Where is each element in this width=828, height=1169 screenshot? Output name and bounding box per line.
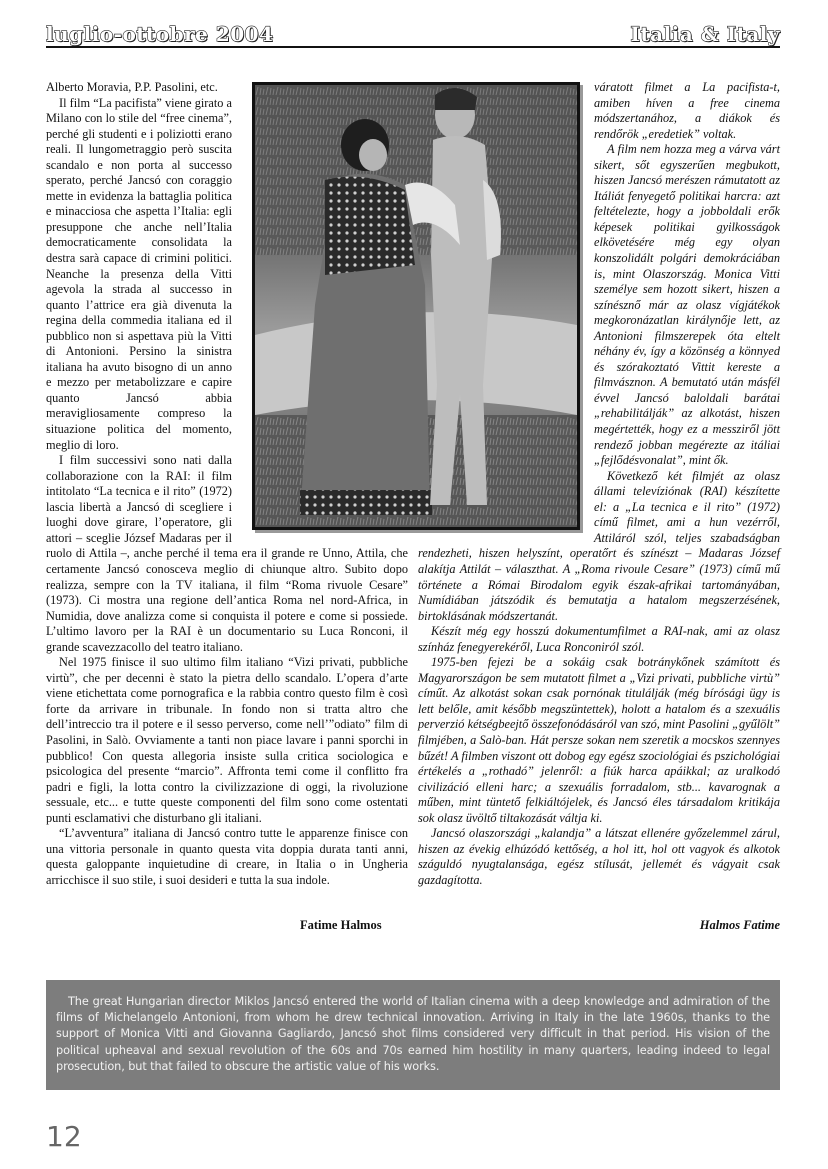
- hungarian-article-column: [418, 80, 780, 888]
- page-number: 12: [46, 1120, 82, 1153]
- italian-paragraph: Nel 1975 finisce il suo ultimo film italiano “Vizi privati, pubbliche virtù”, che per decenni è stato la pietra dello scandalo. L’opera d’arte viene etichettata come pornografica e la rabbia contro questo film è così forte da arrivare in tribunale. In fondo non si tratta altro che dell’intreccio tra il potere e il sesso perverso, come nell’”odiato” film di Pasolini, in Salò. Ovviamente a tanti non piace lavare i panni sporchi in pubblico! Con questa allegoria insiste sulla critica sociologica e psicologica del presente “marcio”. Affronta temi come il conflitto fra padri e figli, la lotta contro la civilizzazione di oggi, la rivoluzione sessuale, etc... e tutte queste componenti del film sono come ostentati punti esclamativi che disturbano gli italiani.: [46, 655, 408, 825]
- photo-wrap-spacer: [238, 80, 408, 546]
- header-publication-title: Italia & Italy: [630, 22, 780, 46]
- english-summary-text: The great Hungarian director Miklos Jancsó entered the world of Italian cinema with a deep knowledge and admiration of the films of Michelangelo Antonioni, from whom he drew technical innovation. Arriving in Italy in the late 1960s, thanks to the support of Monica Vitti and Giovanna Gagliardo, Jancsó shot films considered very difficult in that period. His vision of the political upheaval and sexual revolution of the 60s and 70s earned him hostility in many quarters, leading indeed to legal prosecution, but that failed to obscure the artistic value of his works.: [56, 995, 770, 1073]
- hungarian-paragraph: Következő két filmjét az olasz állami televíziónak (RAI) készítette el: a „La tecnica e il rito” (1972) című filmet, ami a hun vezérről, Attiláról szól, teljes szabadságban rendezheti, hiszen helyszínt, operatőrt és színészt – Madaras József alakítja Attilát – választhat. A „Roma rivoule Cesare” (1973) című mű története a Római Birodalom egyik észak-afrikai tartományában, Numídiában játszódik és bemutatja a hatalom megszerzésének, birtoklásának módszertanát.: [418, 468, 780, 623]
- hungarian-paragraph: Jancsó olaszországi „kalandja” a látszat ellenére győzelemmel zárul, hiszen az évekig elhúzódó kettőség, a hol itt, hol ott vagyok és alkotok száguldó nyugtalansága, egész stílusát, jellemét és vágyait csak gazdagította.: [418, 826, 780, 887]
- italian-paragraph: Alberto Moravia, P.P. Pasolini, etc.: [46, 80, 218, 94]
- hungarian-paragraph: Készít még egy hosszú dokumentumfilmet a RAI-nak, ami az olasz színház fenegyerekéről, Luca Ronconiról szól.: [418, 624, 780, 654]
- english-summary-box: [46, 980, 780, 1090]
- italian-article-column: [46, 80, 408, 888]
- italian-author-signature: Fatime Halmos: [300, 918, 382, 932]
- hungarian-paragraph: váratott filmet a La pacifista-t, amiben híven a free cinema módszertanához, a diákok és rendőrök „eredetiek” voltak.: [594, 80, 780, 141]
- photo-wrap-spacer: [418, 80, 588, 546]
- hungarian-paragraph: A film nem hozza meg a várva várt sikert, sőt egyszerűen megbukott, hiszen Jancsó merészen rámutatott az Itáliát fenyegető politikai harcra: azt feltételezte, hogy a jobboldali erők képesek politikai gyilkosságok elkövetésére még egy olyan konszolidált polgári demokráciában is, mint Olaszország. Monica Vitti személye sem hozott sikert, hiszen a színésznő már az olasz vígjátékok megkoronázatlan királynője lett, az Antonioni filmszerepek óta eltelt néhány év, így a közönség a könnyed és szórakoztató Vittit kereste a filmvásznon. A bemutató után másfél évvel Jancsó baloldali barátai „rehabilitálják” az alkotást, hiszen megértették, hogy ez a messziről jött rendező jobban megérezte az itáliai „fejlődésvonalat”, mint ők.: [594, 142, 780, 468]
- header-issue-date: luglio-ottobre 2004: [46, 22, 274, 46]
- italian-paragraph: Il film “La pacifista” viene girato a Milano con lo stile del “free cinema”, perché gli studenti e i poliziotti erano reali. Il lungometraggio però suscita scandalo e non porta al successo sperato, perché Jancsó con coraggio mette in evidenza la battaglia politica e minacciosa che aspetta l’Italia: egli presuppone che anche nell’Italia democraticamente consolidata la destra sarà capace di crimini politici. Neanche la presenza della Vitti agevola la strada al successo in quanto l’attrice era già divenuta la regina della commedia italiana ed il pubblico non si aspettava più la Vitti di Antonioni. Persino la sinistra italiana ha avuto bisogno di un anno e mezzo per metabolizzare e capire quanto Jancsó abbia meravigliosamente compreso la situazione politica del momento, meglio di loro.: [46, 95, 232, 452]
- italian-paragraph: I film successivi sono nati dalla collaborazione con la RAI: il film intitolato “La tecnica e il rito” (1972) lascia libertà a Jancsó di scegliere i luoghi dove girare, l’operatore, gli attori – sceglie József Madaras per il ruolo di Attila –, anche perché il tema era il grande re Unno, Attila, che certamente Jancsó conosceva meglio di chiunque altro. Subito dopo realizza, sempre con la TV italiana, il film “Roma rivuole Cesare” (1973). Ci mostra una regione dell’antica Roma nel nord-Africa, in Numidia, dove analizza come si conquista il potere e come si possiede. L’ultimo lavoro per la RAI è un documentario su Luca Ronconi, il grande scavezzacollo del teatro italiano.: [46, 453, 408, 654]
- hungarian-author-signature: Halmos Fatime: [699, 918, 780, 932]
- italian-paragraph: “L’avventura” italiana di Jancsó contro tutte le apparenze finisce con una vittoria personale in quanto questa vita doppia durata tanti anni, questa galoppante inquietudine di creare, in Italia o in Ungheria arricchisce il suo stile, i suoi desideri e tutta la sua indole.: [46, 826, 408, 887]
- hungarian-paragraph: 1975-ben fejezi be a sokáig csak botránykőnek számított és Magyarországon be sem mutatott filmet a „Vizi privati, pubbliche virtù” címűt. Az alkotást sokan csak pornónak titulálják (még bírósági ügy is lett belőle, amit később megszüntettek), holott a hatalom és a szexuális perverzió kétségbeejtő összefonódásáról van szó, mint Pasolini „gyűlölt” filmjében, a Salò-ban. Hát persze sokan nem szeretik a mocskos szennyes bűzét! A filmben viszont ott dobog egy egész szociológiai és pszichológiai értékelés a „rothadó” jelenről: a fiúk harca apáikkal; az uralkodó civilizáció elleni harc; a szexuális forradalom, stb... kavarognak a műben, mint tüntető felkiáltójelek, és Jancsó éles társadalom kritikája sok olasz üvöltő tiltakozását váltja ki.: [418, 655, 780, 825]
- header-rule: [46, 46, 780, 48]
